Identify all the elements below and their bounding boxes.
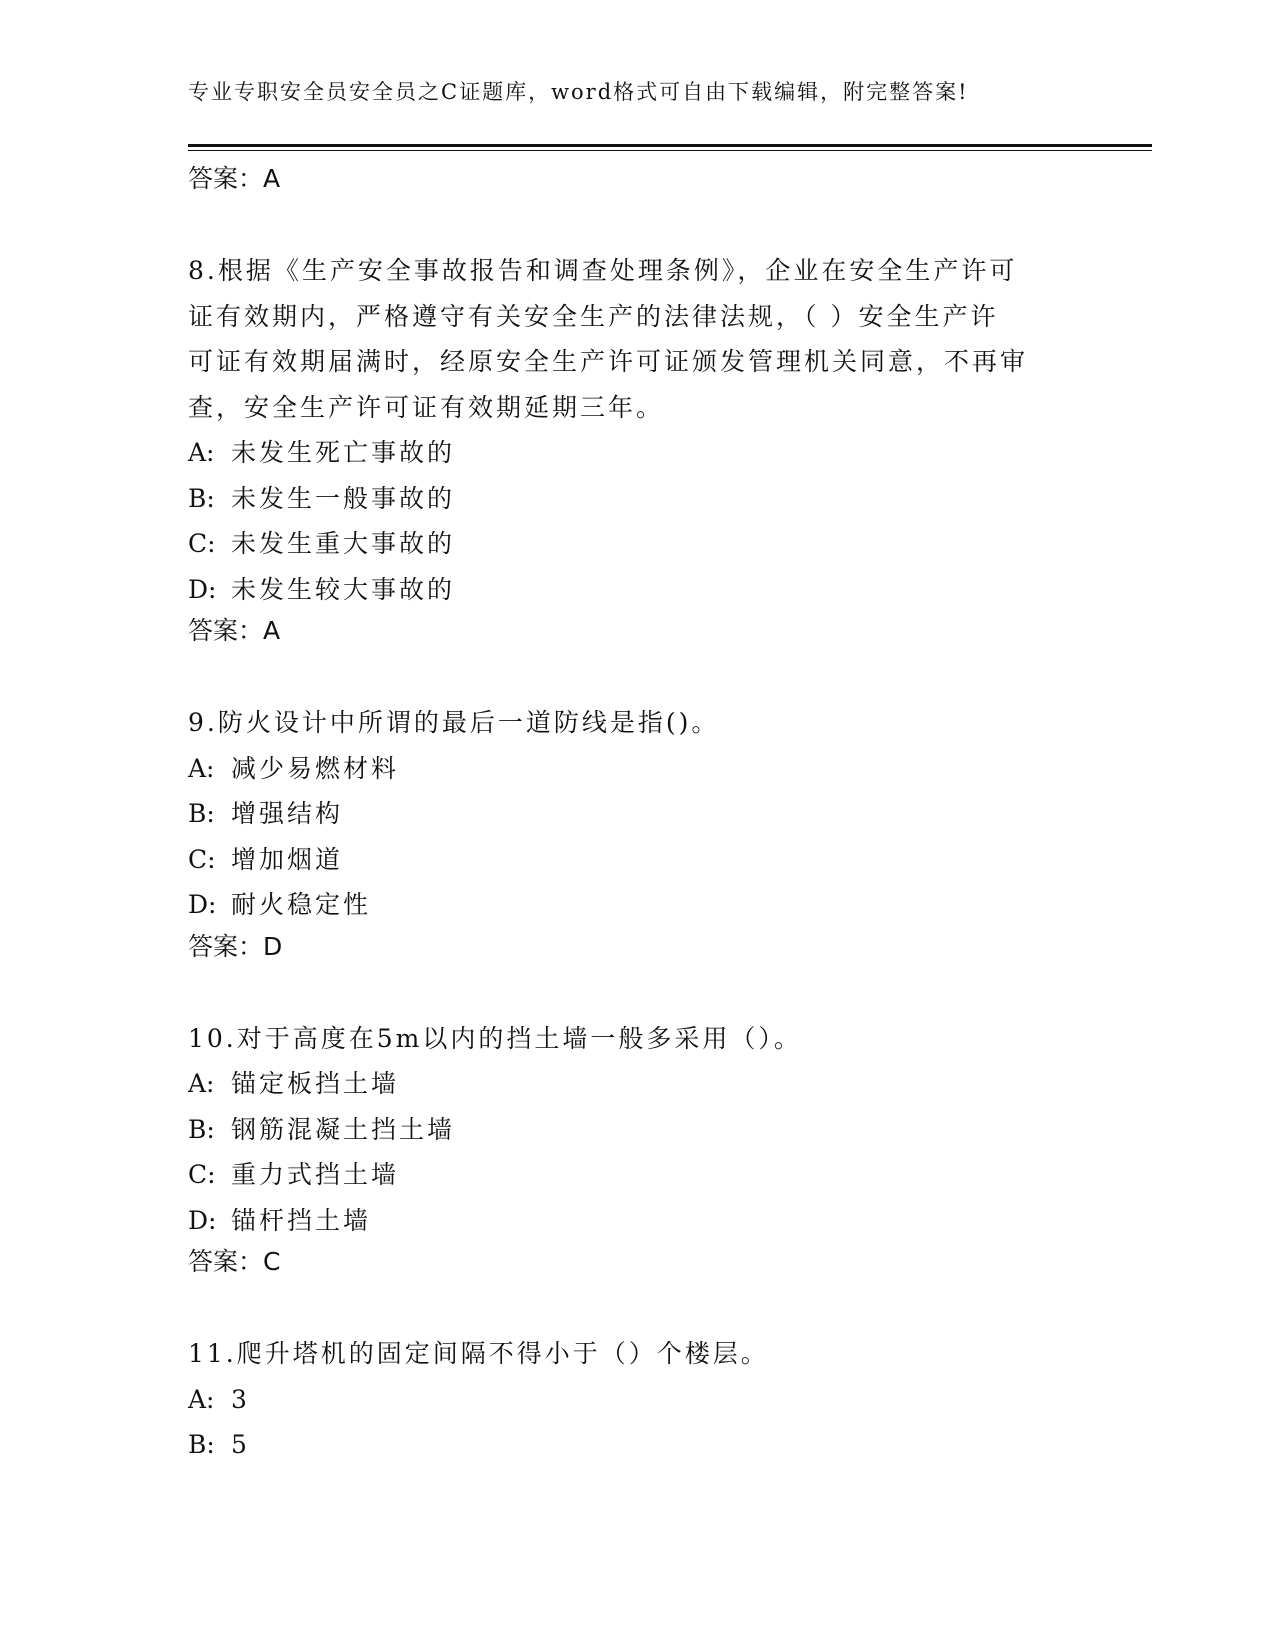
- answer-key: C: [263, 1247, 283, 1276]
- option-text: 锚杆挡土墙: [231, 1205, 372, 1235]
- option-letter: A:: [188, 1384, 215, 1414]
- answer-label: 答案：: [188, 616, 264, 645]
- option-d: [188, 567, 1088, 613]
- option-text: 5: [231, 1430, 250, 1459]
- option-text: 未发生一般事故的: [231, 483, 456, 513]
- option-a: [188, 746, 1088, 792]
- option-letter: C:: [188, 844, 216, 874]
- question-stem-line: 8.根据《生产安全事故报告和调查处理条例》，企业在安全生产许可: [188, 256, 1018, 285]
- page-header: 专业专职安全员安全员之C证题库，word格式可自由下载编辑，附完整答案!: [188, 80, 969, 104]
- question-stem-line: 查，安全生产许可证有效期延期三年。: [188, 392, 665, 422]
- option-c: [188, 1152, 1088, 1198]
- question-8: [188, 248, 1088, 650]
- option-letter: A:: [188, 1069, 215, 1098]
- answer-line: [188, 612, 1088, 650]
- option-letter: A:: [188, 753, 215, 783]
- question-stem-line: 可证有效期届满时，经原安全生产许可证颁发管理机关同意，不再审: [188, 347, 1029, 376]
- option-text: 重力式挡土墙: [231, 1160, 400, 1189]
- option-text: 增加烟道: [231, 844, 344, 874]
- option-letter: B:: [188, 1430, 215, 1459]
- question-stem-line: 证有效期内，严格遵守有关安全生产的法律法规，（ ）安全生产许: [188, 301, 999, 331]
- answer-line-prev: [188, 160, 1088, 198]
- answer-label: 答案：: [188, 1247, 264, 1276]
- option-text: 3: [231, 1384, 250, 1414]
- option-text: 钢筋混凝土挡土墙: [231, 1114, 456, 1144]
- header-rule-thick: [188, 144, 1152, 147]
- question-stem-line: 9.防火设计中所谓的最后一道防线是指()。: [188, 708, 720, 737]
- option-letter: D:: [188, 1205, 217, 1235]
- answer-line: [188, 928, 1088, 966]
- option-letter: B:: [188, 799, 215, 828]
- option-letter: A:: [188, 438, 215, 467]
- option-a: [188, 430, 1088, 476]
- option-d: [188, 882, 1088, 928]
- option-letter: B:: [188, 483, 215, 513]
- question-stem-line: 10.对于高度在5m以内的挡土墙一般多采用（）。: [188, 1023, 802, 1053]
- option-text: 未发生重大事故的: [231, 529, 456, 558]
- option-b: [188, 1422, 1088, 1468]
- option-c: [188, 837, 1088, 883]
- question-10: [188, 1016, 1088, 1282]
- option-letter: D:: [188, 574, 217, 604]
- option-text: 未发生死亡事故的: [231, 438, 456, 467]
- answer-key: A: [263, 616, 283, 645]
- option-text: 耐火稳定性: [231, 890, 372, 919]
- question-content: [188, 160, 1088, 1468]
- answer-line: [188, 1243, 1088, 1281]
- option-text: 未发生较大事故的: [231, 574, 456, 604]
- option-text: 减少易燃材料: [231, 753, 400, 783]
- header-rule-thin: [188, 150, 1152, 151]
- option-letter: C:: [188, 1160, 216, 1189]
- option-a: [188, 1377, 1088, 1423]
- answer-key: A: [263, 164, 283, 193]
- option-text: 锚定板挡土墙: [231, 1069, 400, 1098]
- answer-key: D: [263, 931, 285, 961]
- option-letter: C:: [188, 529, 216, 558]
- option-letter: D:: [188, 890, 217, 919]
- option-text: 增强结构: [231, 799, 344, 828]
- question-9: [188, 700, 1088, 966]
- option-c: [188, 521, 1088, 567]
- option-b: [188, 1107, 1088, 1153]
- answer-label: 答案：: [188, 931, 264, 961]
- option-b: [188, 476, 1088, 522]
- question-stem-line: 11.爬升塔机的固定间隔不得小于（）个楼层。: [188, 1339, 769, 1368]
- answer-label: 答案：: [188, 164, 264, 193]
- question-11: [188, 1331, 1088, 1468]
- option-d: [188, 1198, 1088, 1244]
- option-letter: B:: [188, 1114, 215, 1144]
- option-b: [188, 791, 1088, 837]
- option-a: [188, 1061, 1088, 1107]
